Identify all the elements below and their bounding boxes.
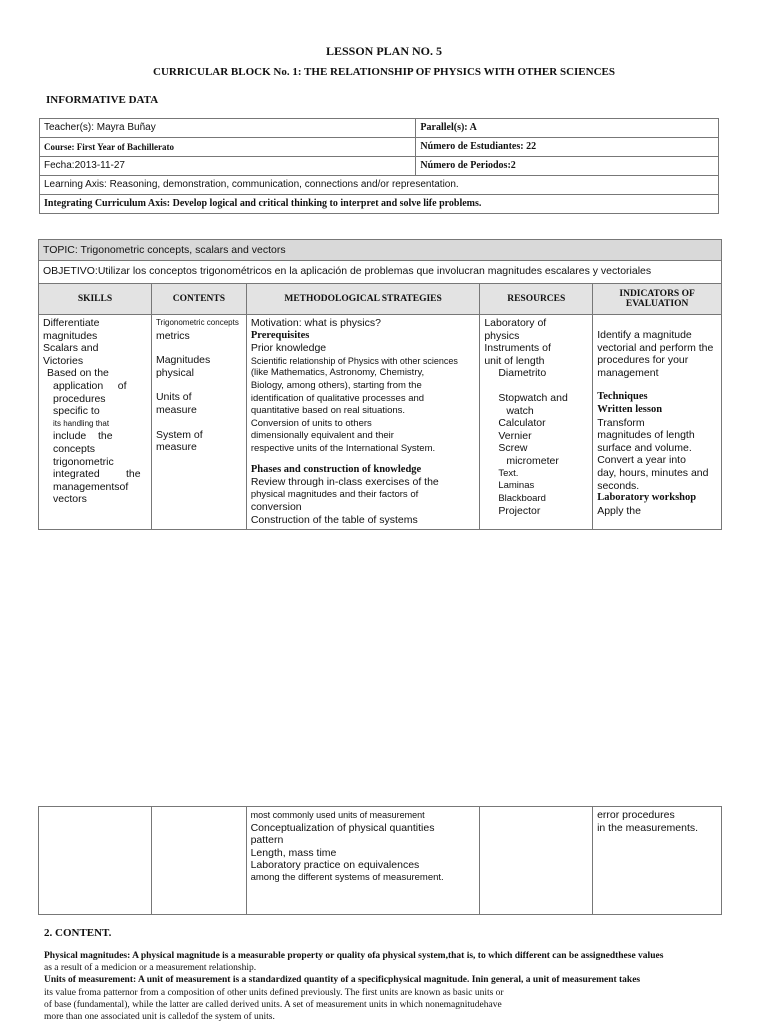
resources-header: RESOURCES	[480, 284, 593, 315]
contents-line: System of	[155, 428, 203, 441]
resources-line: Laminas	[498, 480, 535, 492]
resources-line: Calculator	[498, 417, 546, 430]
resources-line: Text.	[498, 467, 519, 479]
contents-header: CONTENTS	[151, 284, 246, 315]
skills-line: vectors	[53, 493, 87, 506]
curricular-block-title: CURRICULAR BLOCK No. 1: THE RELATIONSHIP OF PHYSICS WITH OTHER SCIENCES	[153, 66, 615, 78]
cont-skills-cell	[39, 807, 152, 915]
skills-line: specific to	[53, 405, 100, 418]
resources-line: Diametrito	[498, 367, 547, 380]
cont-contents-cell	[151, 807, 246, 915]
cont-strategies-line: pattern	[250, 834, 284, 846]
cont-indicators-line: in the measurements.	[597, 821, 699, 834]
integrating-axis-cell: Integrating Curriculum Axis: Develop logical and critical thinking to interpret and solve life problems.	[40, 195, 719, 214]
strategies-line: dimensionally equivalent and their	[250, 430, 394, 442]
resources-line: Instruments of	[484, 342, 551, 355]
continuation-table	[38, 806, 722, 915]
strategies-line: Biology, among others), starting from the	[250, 379, 422, 391]
physical-magnitudes-label: Physical magnitudes	[44, 951, 128, 961]
skills-line: trigonometric	[53, 455, 114, 468]
paragraph-line: its value froma patternor from a composition of other units defined previously. The first units are known as basic units or	[44, 987, 504, 998]
contents-line: Units of	[155, 391, 192, 404]
strategies-line: Prior knowledge	[250, 342, 327, 355]
indicators-line: seconds.	[597, 479, 640, 492]
cont-strategies-cell	[246, 807, 480, 915]
contents-line: measure	[155, 403, 197, 416]
course-cell: Course: First Year of Bachillerato	[40, 138, 416, 157]
contents-cell	[151, 315, 246, 530]
units-label: Units of measurement	[44, 975, 134, 986]
content-paragraphs	[44, 950, 724, 1023]
cont-resources-cell	[480, 807, 593, 915]
resources-line: physics	[484, 329, 520, 342]
indicators-line: management	[597, 366, 659, 379]
indicators-line: Convert a year into	[597, 454, 686, 467]
resources-line: unit of length	[484, 354, 545, 367]
resources-line: Laboratory of	[484, 317, 547, 329]
cont-strategies-line: Laboratory practice on equivalences	[250, 859, 420, 871]
skills-line: Scalars and	[43, 342, 99, 355]
strategies-line: Conversion of units to others	[250, 417, 372, 429]
cont-strategies-line: Length, mass time	[250, 846, 337, 859]
paragraph-line: as a result of a medicion or a measurement relationship.	[44, 963, 257, 974]
skills-cell	[39, 315, 152, 530]
skills-line: integrated the	[53, 468, 141, 481]
resources-cell	[480, 315, 593, 530]
skills-line: Differentiate	[43, 317, 100, 329]
page-title: LESSON PLAN NO. 5	[325, 44, 443, 58]
content-heading: 2. CONTENT.	[44, 927, 112, 939]
cont-strategies-line: most commonly used units of measurement	[250, 810, 425, 820]
skills-line: application of	[53, 379, 127, 392]
date-cell: Fecha:2013-11-27	[40, 157, 416, 176]
units-paragraph	[44, 974, 724, 986]
indicators-line: Techniques	[597, 391, 648, 403]
indicators-line: day, hours, minutes and	[597, 466, 709, 479]
skills-line: magnitudes	[43, 329, 98, 342]
strategies-line: Phases and construction of knowledge	[250, 463, 422, 475]
resources-line: Screw	[498, 442, 528, 455]
physical-magnitudes-text: : A physical magnitude is a measurable property or quality ofa physical system,that is, to which different can be assignedthese values	[127, 951, 664, 961]
resources-line: Blackboard	[498, 492, 546, 504]
contents-line: Magnitudes	[155, 354, 211, 367]
contents-line: measure	[155, 441, 197, 454]
cont-indicators-line: error procedures	[597, 809, 675, 821]
contents-line: physical	[155, 366, 194, 379]
learning-axis-cell: Learning Axis: Reasoning, demonstration, communication, connections and/or representation.	[40, 176, 719, 195]
contents-line: Trigonometric concepts	[155, 318, 239, 327]
skills-line: concepts	[53, 442, 96, 455]
periods-cell: Número de Periodos:2	[416, 157, 719, 176]
skills-line: procedures	[53, 392, 106, 405]
contents-line: metrics	[155, 329, 190, 342]
indicators-cell	[593, 315, 722, 530]
informative-data-heading: INFORMATIVE DATA	[46, 94, 159, 106]
indicators-line: Transform	[597, 416, 645, 429]
strategies-line: respective units of the International System.	[250, 442, 436, 454]
units-text: : A unit of measurement is a standardized quantity of a specificphysical magnitude. Inin general, a unit of measurement takes	[133, 975, 641, 986]
indicators-line: surface and volume.	[597, 441, 692, 454]
resources-line: micrometer	[506, 454, 559, 467]
strategies-line: physical magnitudes and their factors of	[250, 488, 419, 500]
strategies-line: Scientific relationship of Physics with other sciences	[250, 355, 458, 366]
resources-line: Projector	[498, 505, 541, 518]
strategies-line: conversion	[250, 501, 302, 514]
parallel-cell: Parallel(s): A	[416, 119, 719, 138]
teacher-cell: Teacher(s): Mayra Buñay	[40, 119, 416, 138]
strategies-line: (like Mathematics, Astronomy, Chemistry,	[250, 367, 425, 379]
strategies-line: Motivation: what is physics?	[250, 317, 381, 329]
skills-line: its handling that	[53, 418, 110, 428]
strategies-line: Review through in-class exercises of the	[250, 476, 439, 489]
resources-line: Stopwatch and	[498, 391, 568, 404]
paragraph-line: of base (fundamental), while the latter are called derived units. A set of measurement units in which nonemagnitudehave	[44, 999, 502, 1010]
objective-row: OBJETIVO:Utilizar los conceptos trigonométricos en la aplicación de problemas que involucran magnitudes escalares y vectoriales	[39, 261, 722, 284]
indicators-line: vectorial and perform the	[597, 341, 714, 354]
physical-magnitudes-paragraph	[44, 950, 724, 962]
strategies-cell	[246, 315, 479, 530]
resources-line: Vernier	[498, 429, 532, 442]
indicators-line: magnitudes of length	[597, 429, 695, 442]
indicators-line: procedures for your	[597, 354, 689, 367]
skills-line: Based on the	[47, 367, 109, 380]
students-cell: Número de Estudiantes: 22	[416, 138, 719, 157]
lesson-plan-table	[38, 239, 722, 530]
skills-header: SKILLS	[39, 284, 152, 315]
indicators-header: INDICATORS OF EVALUATION	[593, 284, 722, 315]
indicators-line: Apply the	[597, 504, 641, 517]
skills-line: Victories	[43, 354, 84, 367]
cont-strategies-line: Conceptualization of physical quantities	[250, 821, 435, 834]
cont-indicators-cell	[593, 807, 722, 915]
strategies-header: METHODOLOGICAL STRATEGIES	[246, 284, 479, 315]
informative-data-table	[39, 118, 719, 214]
skills-line: include the	[53, 430, 113, 443]
strategies-line: quantitative based on real situations.	[250, 405, 406, 417]
indicators-line: Identify a magnitude	[597, 329, 692, 341]
paragraph-line: more than one associated unit is calledof the system of units.	[44, 1012, 275, 1023]
cont-strategies-line: among the different systems of measurement.	[250, 871, 444, 883]
topic-row: TOPIC: Trigonometric concepts, scalars and vectors	[39, 240, 722, 261]
skills-line: managementsof	[53, 480, 129, 493]
strategies-line: identification of qualitative processes and	[250, 392, 425, 404]
resources-line: watch	[506, 404, 534, 417]
indicators-line: Laboratory workshop	[597, 492, 697, 504]
indicators-line: Written lesson	[597, 403, 663, 415]
strategies-line: Prerequisites	[250, 329, 310, 341]
strategies-line: Construction of the table of systems	[250, 513, 418, 526]
